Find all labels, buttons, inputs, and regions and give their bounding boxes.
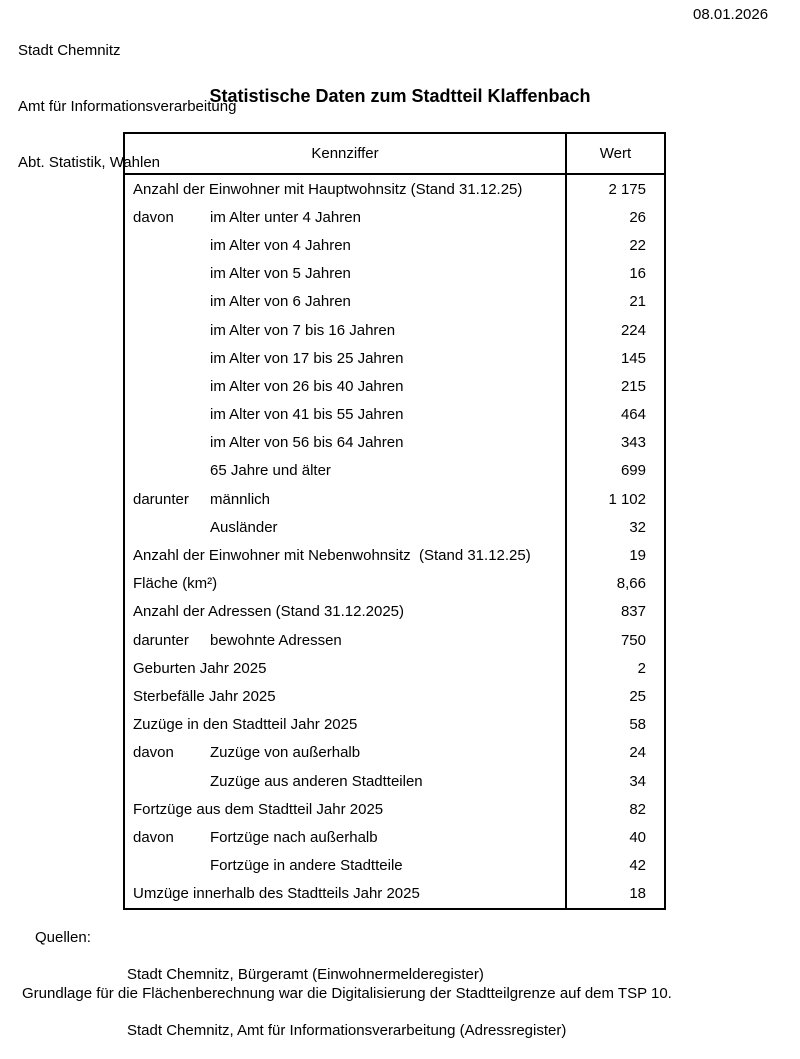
row-value: 32: [629, 518, 646, 536]
row-value: 2 175: [608, 180, 646, 198]
row-value: 25: [629, 687, 646, 705]
row-kennziffer-cell: [125, 513, 567, 541]
row-value: 215: [620, 377, 646, 395]
table-row: [125, 203, 664, 231]
row-value: 42: [629, 857, 646, 875]
row-value: 2: [637, 659, 646, 677]
row-label: 65 Jahre und älter: [210, 462, 331, 480]
row-value: 58: [629, 716, 646, 734]
row-kennziffer-cell: [125, 541, 567, 569]
row-kennziffer-cell: [125, 344, 567, 372]
row-value: 464: [620, 406, 646, 424]
row-kennziffer-cell: [125, 288, 567, 316]
row-value: 26: [629, 208, 646, 226]
row-kennziffer-cell: [125, 457, 567, 485]
row-label: Geburten Jahr 2025: [133, 659, 267, 677]
row-label: Fortzüge aus dem Stadtteil Jahr 2025: [133, 800, 384, 818]
row-value: 750: [620, 631, 646, 649]
row-label: im Alter unter 4 Jahren: [210, 208, 361, 226]
row-kennziffer-cell: [125, 626, 567, 654]
table-row: [125, 175, 664, 203]
document-date: 08.01.2026: [693, 6, 769, 23]
row-kennziffer-cell: [125, 316, 567, 344]
row-value: 18: [629, 885, 646, 903]
row-label: im Alter von 26 bis 40 Jahren: [210, 377, 404, 395]
table-body: [125, 175, 664, 908]
row-label: im Alter von 5 Jahren: [210, 265, 351, 283]
row-kennziffer-cell: [125, 880, 567, 908]
row-value: 145: [620, 349, 646, 367]
row-label: Anzahl der Einwohner mit Hauptwohnsitz (Stand 31.12.25): [133, 180, 523, 198]
statistics-table: [123, 132, 666, 910]
sender-line-1: Stadt Chemnitz: [18, 42, 121, 60]
row-value: 19: [629, 547, 646, 565]
sender-line-2: Amt für Informationsverarbeitung: [18, 97, 237, 115]
row-kennziffer-cell: [125, 852, 567, 880]
row-label: Ausländer: [210, 518, 278, 536]
row-value: 22: [629, 236, 646, 254]
row-label: im Alter von 17 bis 25 Jahren: [210, 349, 404, 367]
table-row: [125, 401, 664, 429]
row-value: 21: [629, 293, 646, 311]
row-kennziffer-cell: [125, 598, 567, 626]
row-value: 24: [629, 744, 646, 762]
row-value: 40: [629, 828, 646, 846]
row-value: 699: [620, 462, 646, 480]
row-prefix: davon: [133, 208, 174, 226]
row-value: 1 102: [608, 490, 646, 508]
row-label: Zuzüge aus anderen Stadtteilen: [210, 772, 423, 790]
row-kennziffer-cell: [125, 485, 567, 513]
row-kennziffer-cell: [125, 175, 567, 203]
column-header-label: Kennziffer: [311, 145, 379, 162]
table-row: [125, 626, 664, 654]
row-label: Umzüge innerhalb des Stadtteils Jahr 2025: [133, 885, 420, 903]
row-prefix: davon: [133, 744, 174, 762]
row-kennziffer-cell: [125, 429, 567, 457]
table-header-row: [125, 134, 664, 175]
table-header-wert: [567, 134, 664, 173]
table-row: [125, 372, 664, 400]
row-label: im Alter von 41 bis 55 Jahren: [210, 406, 404, 424]
table-row: [125, 288, 664, 316]
row-label: Fortzüge in andere Stadtteile: [210, 857, 403, 875]
row-value: 82: [629, 800, 646, 818]
row-value: 34: [629, 772, 646, 790]
table-row: [125, 541, 664, 569]
table-row: [125, 598, 664, 626]
table-row: [125, 513, 664, 541]
row-label: Zuzüge in den Stadtteil Jahr 2025: [133, 716, 358, 734]
page-title: Statistische Daten zum Stadtteil Klaffenbach: [209, 86, 591, 106]
row-label: männlich: [210, 490, 271, 508]
row-label: bewohnte Adressen: [210, 631, 342, 649]
row-kennziffer-cell: [125, 711, 567, 739]
row-label: Zuzüge von außerhalb: [210, 744, 361, 762]
row-kennziffer-cell: [125, 795, 567, 823]
table-row: [125, 739, 664, 767]
table-row: [125, 260, 664, 288]
row-label: im Alter von 4 Jahren: [210, 236, 351, 254]
row-prefix: davon: [133, 828, 174, 846]
table-row: [125, 654, 664, 682]
table-header-kennziffer: [125, 134, 567, 173]
row-value: 8,66: [616, 575, 646, 593]
source-item: Stadt Chemnitz, Amt für Informationsverarbeitung (Adressregister): [127, 1021, 567, 1039]
table-row: [125, 570, 664, 598]
row-label: im Alter von 56 bis 64 Jahren: [210, 434, 404, 452]
row-label: im Alter von 7 bis 16 Jahren: [210, 321, 396, 339]
row-kennziffer-cell: [125, 767, 567, 795]
row-kennziffer-cell: [125, 823, 567, 851]
row-kennziffer-cell: [125, 682, 567, 710]
row-kennziffer-cell: [125, 231, 567, 259]
row-kennziffer-cell: [125, 372, 567, 400]
row-label: im Alter von 6 Jahren: [210, 293, 351, 311]
row-label: Anzahl der Adressen (Stand 31.12.2025): [133, 603, 405, 621]
area-calculation-note: Grundlage für die Flächenberechnung war die Digitalisierung der Stadtteilgrenze auf dem TSP 10.: [22, 985, 672, 1002]
row-prefix: darunter: [133, 490, 189, 508]
sender-line-3: Abt. Statistik, Wahlen: [18, 153, 161, 171]
row-value: 16: [629, 265, 646, 283]
row-prefix: darunter: [133, 631, 189, 649]
row-label: Fläche (km²): [133, 575, 218, 593]
row-label: Sterbefälle Jahr 2025: [133, 687, 276, 705]
row-kennziffer-cell: [125, 203, 567, 231]
sources-label: Quellen:: [35, 929, 91, 946]
table-row: [125, 795, 664, 823]
row-value: 837: [620, 603, 646, 621]
table-row: [125, 682, 664, 710]
table-row: [125, 767, 664, 795]
row-label: Fortzüge nach außerhalb: [210, 828, 378, 846]
row-kennziffer-cell: [125, 570, 567, 598]
table-row: [125, 457, 664, 485]
table-row: [125, 316, 664, 344]
table-row: [125, 231, 664, 259]
source-item: Stadt Chemnitz, Bürgeramt (Einwohnermelderegister): [127, 966, 484, 984]
table-row: [125, 429, 664, 457]
table-row: [125, 823, 664, 851]
table-row: [125, 852, 664, 880]
table-row: [125, 485, 664, 513]
table-row: [125, 711, 664, 739]
row-kennziffer-cell: [125, 401, 567, 429]
row-kennziffer-cell: [125, 260, 567, 288]
row-value: 224: [620, 321, 646, 339]
row-label: Anzahl der Einwohner mit Nebenwohnsitz (Stand 31.12.25): [133, 547, 531, 565]
row-kennziffer-cell: [125, 654, 567, 682]
table-row: [125, 344, 664, 372]
table-row: [125, 880, 664, 908]
column-header-label: Wert: [599, 145, 632, 162]
row-kennziffer-cell: [125, 739, 567, 767]
row-value: 343: [620, 434, 646, 452]
